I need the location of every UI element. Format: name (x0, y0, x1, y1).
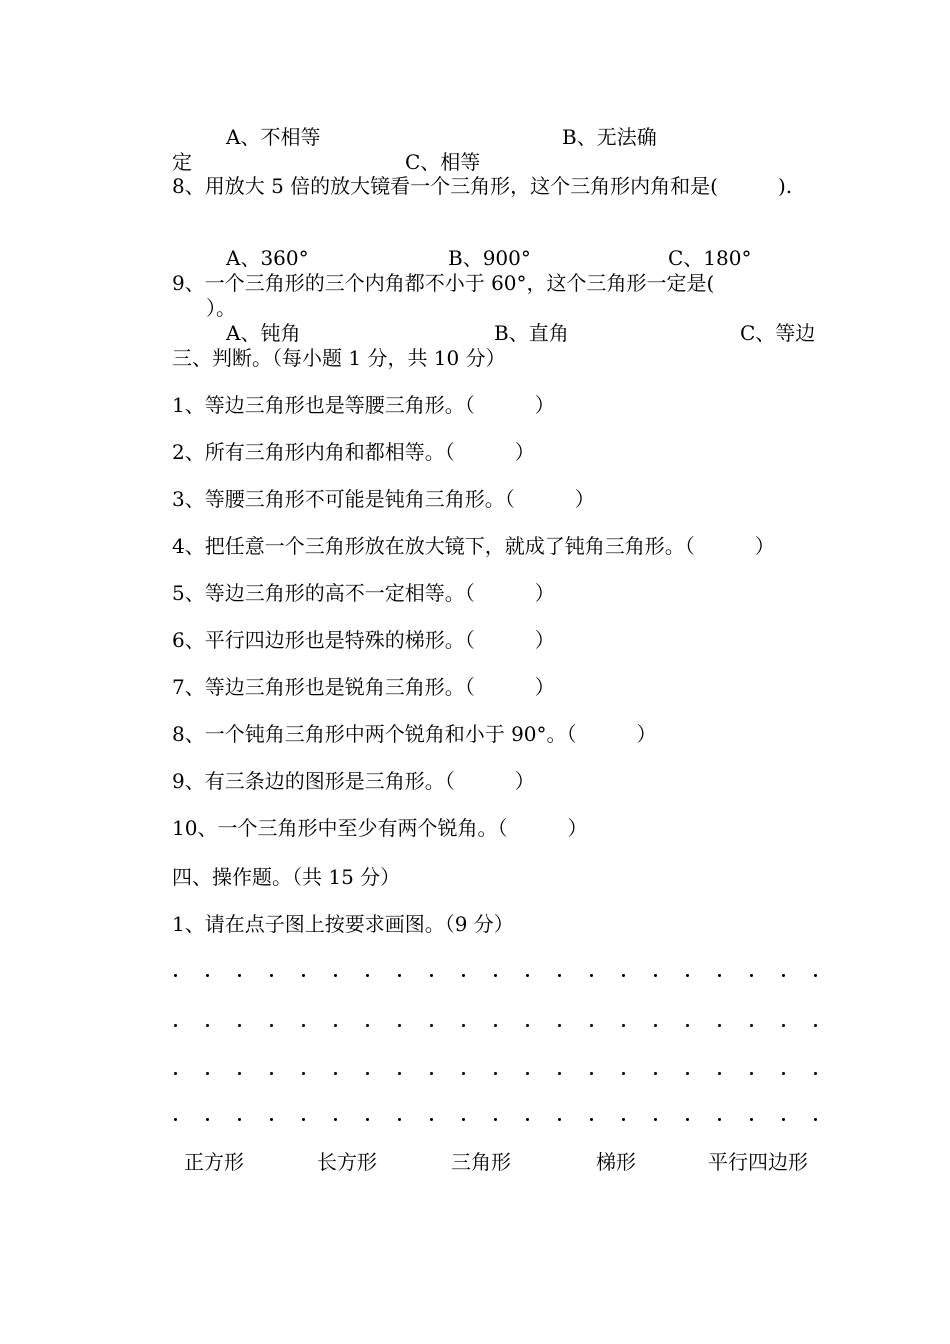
grid-dot (782, 1072, 785, 1075)
grid-dot (686, 1024, 689, 1027)
grid-dot (366, 1024, 369, 1027)
judge-item: 7、等边三角形也是锐角三角形。（ ） (172, 675, 555, 699)
grid-dot (430, 1072, 433, 1075)
grid-dot (334, 974, 337, 977)
grid-dot (622, 1118, 625, 1121)
grid-dot (302, 974, 305, 977)
grid-dot (494, 1072, 497, 1075)
grid-dot (654, 1118, 657, 1121)
dot-grid-row (172, 1060, 832, 1084)
grid-dot (526, 974, 529, 977)
judge-item: 4、把任意一个三角形放在放大镜下，就成了钝角三角形。（ ） (172, 534, 775, 558)
grid-dot (238, 1118, 241, 1121)
q9-stem: 9、一个三角形的三个内角都不小于 60°，这个三角形一定是( (172, 271, 715, 295)
grid-dot (590, 1118, 593, 1121)
grid-dot (270, 1118, 273, 1121)
grid-dot (174, 1118, 177, 1121)
q8-option-b: B、900° (448, 246, 531, 270)
grid-dot (814, 1118, 817, 1121)
judge-item: 1、等边三角形也是等腰三角形。（ ） (172, 393, 555, 417)
grid-dot (238, 974, 241, 977)
q8-stem: 8、用放大 5 倍的放大镜看一个三角形，这个三角形内角和是( ). (172, 174, 793, 198)
q9-stem-continued: ）。 (186, 296, 236, 320)
q8-option-a: A、360° (226, 246, 309, 270)
grid-dot (494, 974, 497, 977)
grid-dot (334, 1072, 337, 1075)
grid-dot (430, 1024, 433, 1027)
grid-dot (750, 974, 753, 977)
dot-grid-row (172, 1106, 832, 1130)
grid-dot (398, 1072, 401, 1075)
section4-title: 四、操作题。（共 15 分） (172, 865, 401, 889)
q9-option-b: B、直角 (494, 321, 569, 345)
judge-item: 6、平行四边形也是特殊的梯形。（ ） (172, 628, 555, 652)
grid-dot (366, 974, 369, 977)
grid-dot (718, 1118, 721, 1121)
grid-dot (270, 1072, 273, 1075)
grid-dot (750, 1072, 753, 1075)
grid-dot (462, 1118, 465, 1121)
grid-dot (494, 1024, 497, 1027)
shape-label-rectangle: 长方形 (317, 1150, 377, 1174)
grid-dot (206, 1118, 209, 1121)
dot-grid-row (172, 1012, 832, 1036)
grid-dot (814, 974, 817, 977)
grid-dot (238, 1024, 241, 1027)
grid-dot (750, 1024, 753, 1027)
grid-dot (782, 1024, 785, 1027)
grid-dot (590, 1072, 593, 1075)
grid-dot (814, 1024, 817, 1027)
grid-dot (558, 974, 561, 977)
section3-title: 三、判断。（每小题 1 分，共 10 分） (172, 346, 506, 370)
grid-dot (686, 974, 689, 977)
grid-dot (366, 1072, 369, 1075)
q7-option-b-continued: 定 (172, 150, 192, 174)
judge-item: 10、一个三角形中至少有两个锐角。（ ） (172, 816, 588, 840)
grid-dot (334, 1024, 337, 1027)
q9-option-c: C、等边 (740, 321, 816, 345)
grid-dot (526, 1024, 529, 1027)
judge-item: 9、有三条边的图形是三角形。（ ） (172, 769, 535, 793)
grid-dot (174, 974, 177, 977)
grid-dot (718, 1072, 721, 1075)
q7-option-a: A、不相等 (226, 125, 321, 149)
grid-dot (590, 1024, 593, 1027)
dot-grid-row (172, 962, 832, 986)
judge-item: 3、等腰三角形不可能是钝角三角形。（ ） (172, 487, 595, 511)
grid-dot (270, 974, 273, 977)
q7-option-c: C、相等 (405, 150, 481, 174)
grid-dot (462, 974, 465, 977)
grid-dot (558, 1072, 561, 1075)
grid-dot (782, 1118, 785, 1121)
shape-label-square: 正方形 (184, 1150, 244, 1174)
grid-dot (622, 974, 625, 977)
grid-dot (206, 1024, 209, 1027)
grid-dot (206, 1072, 209, 1075)
grid-dot (206, 974, 209, 977)
grid-dot (718, 1024, 721, 1027)
grid-dot (686, 1118, 689, 1121)
grid-dot (174, 1072, 177, 1075)
grid-dot (302, 1118, 305, 1121)
shape-label-parallelogram: 平行四边形 (708, 1150, 808, 1174)
grid-dot (622, 1024, 625, 1027)
grid-dot (462, 1024, 465, 1027)
grid-dot (302, 1072, 305, 1075)
grid-dot (238, 1072, 241, 1075)
shape-label-triangle: 三角形 (451, 1150, 511, 1174)
grid-dot (654, 974, 657, 977)
judge-item: 8、一个钝角三角形中两个锐角和小于 90°。（ ） (172, 722, 657, 746)
grid-dot (430, 1118, 433, 1121)
grid-dot (302, 1024, 305, 1027)
grid-dot (526, 1118, 529, 1121)
q9-option-a: A、钝角 (226, 321, 301, 345)
grid-dot (494, 1118, 497, 1121)
shape-label-trapezoid: 梯形 (596, 1150, 636, 1174)
grid-dot (526, 1072, 529, 1075)
section4-q1: 1、请在点子图上按要求画图。（9 分） (172, 912, 514, 936)
grid-dot (590, 974, 593, 977)
grid-dot (558, 1118, 561, 1121)
grid-dot (174, 1024, 177, 1027)
grid-dot (782, 974, 785, 977)
grid-dot (654, 1072, 657, 1075)
grid-dot (398, 974, 401, 977)
grid-dot (430, 974, 433, 977)
grid-dot (334, 1118, 337, 1121)
grid-dot (686, 1072, 689, 1075)
q7-option-b: B、无法确 (562, 125, 657, 149)
grid-dot (366, 1118, 369, 1121)
judge-item: 2、所有三角形内角和都相等。（ ） (172, 440, 535, 464)
grid-dot (270, 1024, 273, 1027)
judge-item: 5、等边三角形的高不一定相等。（ ） (172, 581, 555, 605)
grid-dot (558, 1024, 561, 1027)
grid-dot (622, 1072, 625, 1075)
grid-dot (814, 1072, 817, 1075)
grid-dot (398, 1024, 401, 1027)
grid-dot (462, 1072, 465, 1075)
grid-dot (718, 974, 721, 977)
grid-dot (750, 1118, 753, 1121)
grid-dot (654, 1024, 657, 1027)
grid-dot (398, 1118, 401, 1121)
q8-option-c: C、180° (668, 246, 752, 270)
